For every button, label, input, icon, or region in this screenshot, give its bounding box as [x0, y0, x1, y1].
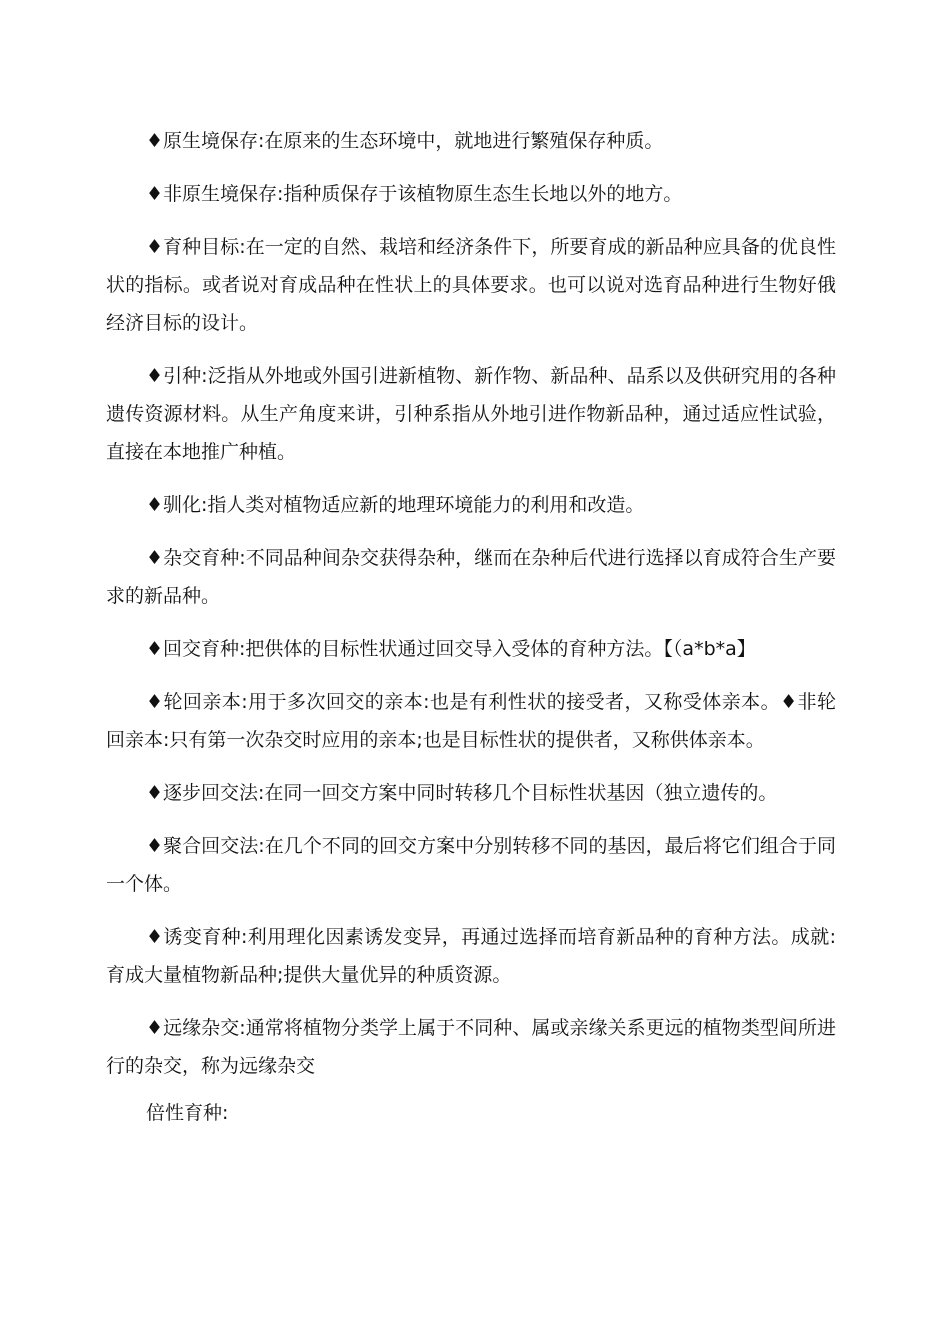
paragraph-in-situ-conservation: ♦原生境保存:在原来的生态环境中，就地进行繁殖保存种质。 [146, 130, 664, 152]
paragraph-cross-breeding: ♦杂交育种:不同品种间杂交获得杂种，继而在杂种后代进行选择以育成符合生产要求的新品种。 [106, 547, 836, 607]
paragraph-stepwise-backcross: ♦逐步回交法:在同一回交方案中同时转移几个目标性状基因（独立遗传的。 [146, 782, 778, 804]
paragraph-mutation-breeding: ♦诱变育种:利用理化因素诱发变异，再通过选择而培育新品种的育种方法。成就:育成大量植物新品种;提供大量优异的种质资源。 [106, 926, 836, 986]
paragraph-backcross-breeding: ♦回交育种:把供体的目标性状通过回交导入受体的育种方法。【（a*b*a】 [146, 638, 756, 660]
paragraph-distant-hybridization: ♦远缘杂交:通常将植物分类学上属于不同种、属或亲缘关系更远的植物类型间所进行的杂交，称为远缘杂交 [106, 1017, 836, 1077]
paragraph-breeding-objective: ♦育种目标:在一定的自然、栽培和经济条件下，所要育成的新品种应具备的优良性状的指标。或者说对育成品种在性状上的具体要求。也可以说对选育品种进行生物好俄经济目标的设计。 [106, 236, 836, 334]
paragraph-recurrent-parent: ♦轮回亲本:用于多次回交的亲本:也是有利性状的接受者，又称受体亲本。♦非轮回亲本:只有第一次杂交时应用的亲本;也是目标性状的提供者，又称供体亲本。 [106, 691, 836, 751]
document-body [106, 122, 836, 1147]
paragraph-convergent-backcross: ♦聚合回交法:在几个不同的回交方案中分别转移不同的基因，最后将它们组合于同一个体。 [106, 835, 836, 895]
paragraph-introduction: ♦引种:泛指从外地或外国引进新植物、新作物、新品种、品系以及供研究用的各种遗传资源材料。从生产角度来讲，引种系指从外地引进作物新品种，通过适应性试验，直接在本地推广种植。 [106, 365, 836, 463]
paragraph-ex-situ-conservation: ♦非原生境保存:指种质保存于该植物原生态生长地以外的地方。 [146, 183, 683, 205]
paragraph-ploidy-breeding: 倍性育种: [146, 1102, 229, 1124]
paragraph-domestication: ♦驯化:指人类对植物适应新的地理环境能力的利用和改造。 [146, 494, 645, 516]
